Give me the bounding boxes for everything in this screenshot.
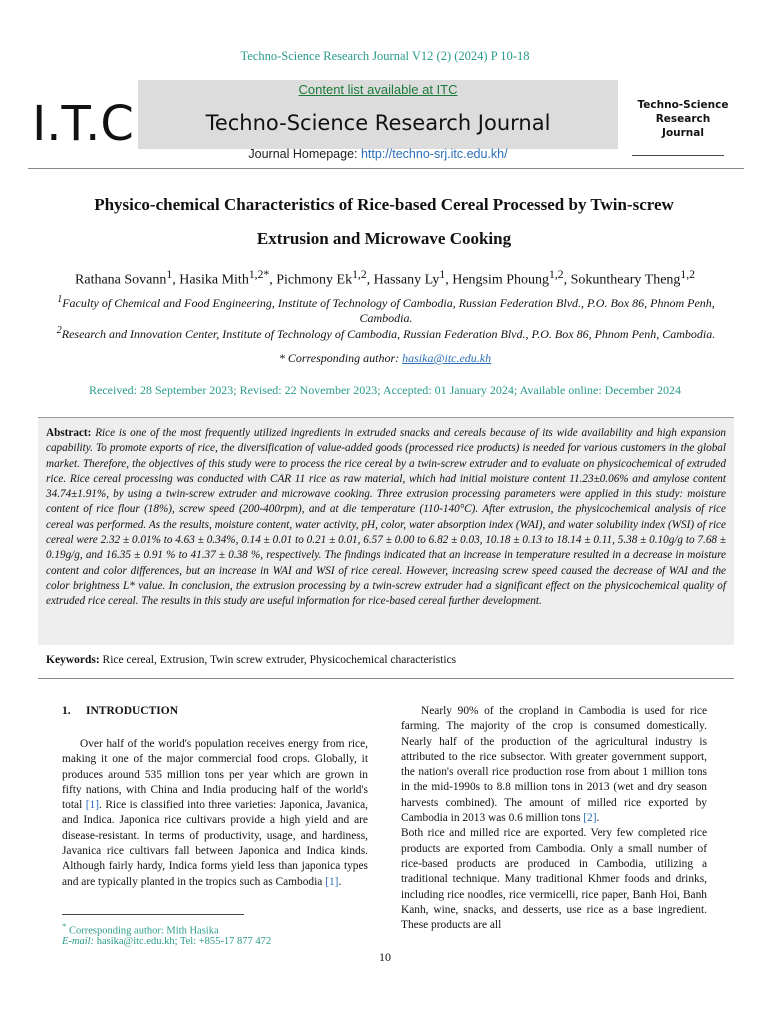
intro-text: . [596,812,600,825]
side-title-line: Techno-Science [637,99,729,111]
homepage-label: Journal Homepage: [248,147,361,161]
author-separator: , [563,272,571,288]
author-affiliation-mark: 1,2 [549,268,564,281]
author-affiliation-mark: 1,2 [352,268,367,281]
corresponding-label: * Corresponding author: [278,351,403,365]
corresponding-author [40,351,730,366]
author-affiliation-mark: 1 [439,268,446,281]
section-number: 1. [62,705,71,717]
citation-link[interactable]: [1] [85,799,100,812]
section-heading [62,705,178,717]
keywords-divider [38,678,734,679]
header-divider [28,168,744,169]
article-title [48,188,720,256]
author-name: Hengsim Phoung [452,272,550,288]
footnote-divider [62,914,244,915]
intro-text: . [338,875,342,888]
author-affiliation-mark: 1,2* [248,268,270,281]
citation-link[interactable]: [2] [583,812,597,825]
homepage-link[interactable]: http://techno-srj.itc.edu.kh/ [360,147,508,161]
intro-left-column [62,737,368,890]
intro-paragraph [401,704,707,826]
corresponding-email-link[interactable]: hasika@itc.edu.kh [402,351,492,365]
affiliation-1 [52,292,720,326]
running-head: Techno-Science Research Journal V12 (2) (2024) P 10-18 [240,49,530,63]
article-dates: Received: 28 September 2023; Revised: 22 November 2023; Accepted: 01 January 2024; Available online: December 2024 [89,383,681,397]
affiliation-mark: 1 [57,294,63,305]
footnote-mark: * [62,921,67,931]
itc-logo-text: I.T.C [32,96,134,152]
author-affiliation-mark: 1,2 [680,268,695,281]
journal-name: Techno-Science Research Journal [205,111,551,135]
affiliation-text: Research and Innovation Center, Institute of Technology of Cambodia, Russian Federation Blvd., P.O. Box 86, Phnom Penh, Cambodia. [61,327,716,341]
intro-text: Nearly 90% of the cropland in Cambodia is used for rice farming. The majority of the crop is consumed domestically. Nearly half of the production of the agricultural industry is attributed to the rice subsector. With greater government support, the nation's overall rice production rose from about 1 million tons in the mid-1990s to 8.8 million tons in 2013 (wet and dry season harvests combined). The amount of milled rice exported by Cambodia in 2013 was 0.6 million tons [401,705,707,825]
author-name: Pichmony Ek [276,272,353,288]
journal-homepage [138,147,618,161]
affiliation-mark: 2 [56,325,62,336]
author-separator: , [172,272,180,288]
footnote-author-text: Corresponding author: Mith Hasika [66,925,219,937]
abstract-label: Abstract: [46,427,92,439]
author-name: Rathana Sovann [75,272,167,288]
abstract-body: Rice is one of the most frequently utilized ingredients in extruded snacks and cereals because of its wide availability and high expansion capability. To promote exports of rice, the diversification of value-added goods (processed rice products) is needed for various customers in the global market. Therefore, the objectives of this study were to process the rice cereal by a twin-screw extruder and to evaluate on physicochemical of extruded rice. Rice cereal processing was conducted with CAR 11 rice as raw material, which had initial moisture content 11.23±0.06% and amylose content 34.74±1.91%, by using a twin-screw extruder and microwave cooking. Three extrusion processing parameters were applied in this study: moisture content of rice flour (18%), screw speed (200-400rpm), and at die temperature (110-140°C). After extrusion, the physicochemical analysis of rice cereal was performed. As the results, moisture content, water activity, pH, color, water absorption index (WAI), and water solubility index (WSI) of rice cereal were 2.32 ± 0.01% to 4.63 ± 0.34%, 0.14 ± 0.01 to 0.21 ± 0.01, 6.57 ± 0.00 to 6.82 ± 0.03, 10.18 ± 0.13 to 18.14 ± 0.11, 5.38 ± 0.10g/g to 7.68 ± 0.19g/g, and 16.35 ± 0.91 % to 41.37 ± 0.38 %, respectively. The findings indicated that an increase in temperature resulted in a decrease in moisture content and color differences, but an increase in WAI and WSI of rice cereal. However, increasing screw speed caused the decrease of WAI and the color brightness L* value. In conclusion, the extrusion processing by a twin-screw extruder had a significant effect on the physicochemical quality of extruded rice cereal. The results in this study are useful information for rice-based cereal further development. [46,427,727,608]
citation-link[interactable]: [1] [325,875,339,888]
affiliation-text: Faculty of Chemical and Food Engineering, Institute of Technology of Cambodia, Russian Federation Blvd., P.O. Box 86, Phnom Penh, Cambodia. [62,296,715,325]
article-title-line: Physico-chemical Characteristics of Rice-based Cereal Processed by Twin-screw [94,195,674,214]
keywords [46,654,726,666]
footnote-contact-text[interactable]: hasika@itc.edu.kh; Tel: +855-17 877 472 [96,936,272,947]
author-separator: , [269,272,277,288]
content-list-link[interactable]: Content list available at ITC [298,82,458,97]
author-separator: , [366,272,374,288]
itc-logo [28,80,138,162]
footnote-contact [62,935,271,948]
intro-paragraph: Both rice and milled rice are exported. Very few completed rice products are exported from Cambodia. Only a small number of rice-based products are produced in Cambodia, utilizing a traditional technique. Many traditional Khmer foods and drinks, including rice noodles, rice vermicelli, rice paper, Banh Hoi, Banh Kanh, wine, snacks, and desserts, use rice as a base ingredient. These products are all [401,827,707,932]
section-title: INTRODUCTION [86,705,179,717]
intro-text: Over half of the world's population receives energy from rice, making it one of the major commercial food crops. Globally, it produces around 535 million tons per year which are grown in fifty nations, with China and India producing half of the world's total [62,738,368,812]
author-name: Hassany Ly [373,272,440,288]
abstract [46,426,726,610]
author-affiliation-mark: 1 [166,268,173,281]
author-name: Sokuntheary Theng [570,272,681,288]
affiliation-2 [52,323,720,342]
side-title-line: Research [655,113,711,125]
footnote-email-label: E-mail: [62,936,97,947]
author-name: Hasika Mith [179,272,249,288]
author-list [40,268,730,289]
article-title-line: Extrusion and Microwave Cooking [256,229,512,248]
author-separator: , [445,272,453,288]
intro-text: . Rice is classified into three varieties: Japonica, Javanica, and Indica. Japonica rice cultivars provide a high yield and are disease-resistant. In terms of productivity, usage, and hardiness, Javanica rice cultivars fall between Japonica and Indica kinds. Although fairly hardy, Indica forms yield less than japonica types and are typically planted in the tropics such as Cambodia [62,799,369,888]
keywords-label: Keywords: [46,654,100,666]
keywords-text: Rice cereal, Extrusion, Twin screw extruder, Physicochemical characteristics [99,654,457,666]
side-title-rule [632,155,724,156]
side-title-line: Journal [662,127,704,139]
journal-side-title [628,98,738,140]
page-number: 10 [379,950,391,964]
intro-right-column [401,704,707,933]
